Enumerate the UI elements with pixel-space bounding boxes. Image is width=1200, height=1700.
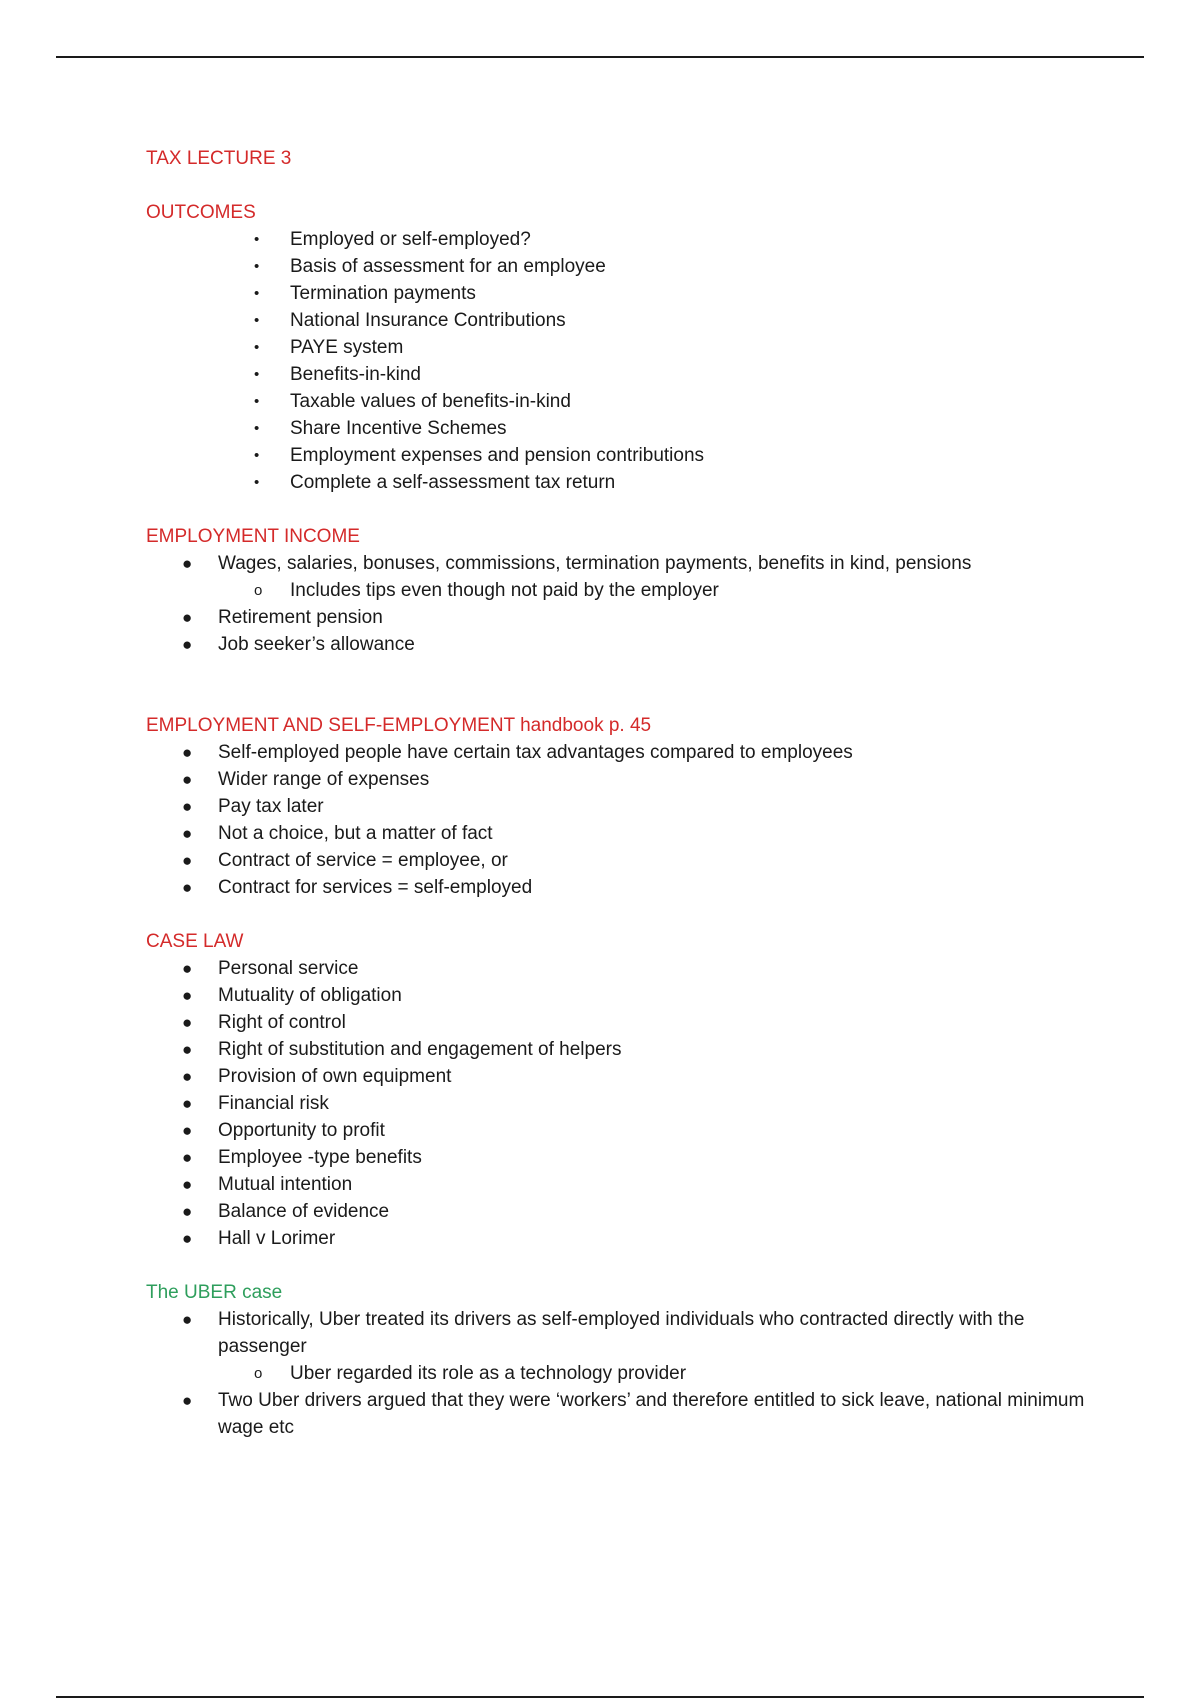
spacer <box>146 1252 1086 1279</box>
list-item-text: PAYE system <box>290 337 404 358</box>
list-item <box>146 253 1086 280</box>
bullet-icon: ● <box>182 1310 193 1329</box>
sub-list-item-text: Uber regarded its role as a technology provider <box>290 1363 687 1384</box>
bullet-icon: ● <box>182 743 193 762</box>
list-item-text: Right of substitution and engagement of helpers <box>218 1039 622 1060</box>
list-item <box>146 1306 1086 1387</box>
list-item <box>146 982 1086 1009</box>
bullet-icon: • <box>254 420 260 437</box>
list-item <box>146 1144 1086 1171</box>
list-item-text: Termination payments <box>290 283 476 304</box>
bullet-icon: ● <box>182 851 193 870</box>
list-item <box>146 955 1086 982</box>
employment-income-heading: EMPLOYMENT INCOME <box>146 526 360 547</box>
list-item-text: Opportunity to profit <box>218 1120 385 1141</box>
list-item <box>146 631 1086 658</box>
list-item <box>146 280 1086 307</box>
employment-income-list <box>146 550 1086 658</box>
bullet-icon: • <box>254 447 260 464</box>
list-item-text: Employee -type benefits <box>218 1147 422 1168</box>
list-item <box>146 1036 1086 1063</box>
bullet-icon: ● <box>182 986 193 1005</box>
list-item-text: Balance of evidence <box>218 1201 390 1222</box>
list-item-text: Share Incentive Schemes <box>290 418 507 439</box>
list-item <box>146 442 1086 469</box>
employment-self-heading: EMPLOYMENT AND SELF-EMPLOYMENT handbook p. 45 <box>146 715 652 736</box>
bottom-rule <box>56 1696 1144 1698</box>
bullet-icon: ● <box>182 554 193 573</box>
list-item <box>146 1117 1086 1144</box>
list-item <box>146 739 1086 766</box>
uber-case-list <box>146 1306 1086 1441</box>
bullet-icon: ● <box>182 1013 193 1032</box>
bullet-icon: ● <box>182 824 193 843</box>
spacer <box>146 658 1086 712</box>
bullet-icon: ● <box>182 1040 193 1059</box>
sub-list <box>146 577 1086 604</box>
bullet-icon: ● <box>182 878 193 897</box>
list-item <box>146 1225 1086 1252</box>
list-item-text: Complete a self-assessment tax return <box>290 472 616 493</box>
list-item <box>146 1198 1086 1225</box>
list-item-text: Contract for services = self-employed <box>218 877 533 898</box>
bullet-icon: ● <box>182 959 193 978</box>
list-item-text: Wider range of expenses <box>218 769 430 790</box>
sub-list-item <box>218 1360 1086 1387</box>
bullet-icon: ● <box>182 1229 193 1248</box>
list-item-text: Mutual intention <box>218 1174 353 1195</box>
spacer <box>146 172 1086 199</box>
spacer <box>146 496 1086 523</box>
sub-list-item <box>218 577 1086 604</box>
bullet-icon: ● <box>182 1121 193 1140</box>
document-title: TAX LECTURE 3 <box>146 148 292 169</box>
bullet-icon: ● <box>182 1391 193 1410</box>
outcomes-heading: OUTCOMES <box>146 202 256 223</box>
case-law-list <box>146 955 1086 1252</box>
outcomes-list <box>146 226 1086 496</box>
bullet-icon: ● <box>182 1148 193 1167</box>
bullet-icon: ● <box>182 1202 193 1221</box>
bullet-icon: ● <box>182 608 193 627</box>
top-rule <box>56 56 1144 58</box>
bullet-icon: • <box>254 393 260 410</box>
list-item-text: Wages, salaries, bonuses, commissions, termination payments, benefits in kind, pensions <box>218 553 972 574</box>
list-item <box>146 361 1086 388</box>
bullet-icon: • <box>254 312 260 329</box>
list-item-text: Hall v Lorimer <box>218 1228 336 1249</box>
list-item-text: Two Uber drivers argued that they were ‘workers’ and therefore entitled to sick leave, national minimum wage etc <box>218 1390 1085 1438</box>
list-item-text: Employment expenses and pension contributions <box>290 445 705 466</box>
bullet-icon: • <box>254 231 260 248</box>
sub-bullet-icon: o <box>254 582 263 599</box>
list-item <box>146 415 1086 442</box>
list-item-text: National Insurance Contributions <box>290 310 566 331</box>
list-item-text: Provision of own equipment <box>218 1066 452 1087</box>
bullet-icon: • <box>254 285 260 302</box>
list-item-text: Personal service <box>218 958 359 979</box>
list-item <box>146 1387 1086 1441</box>
list-item-text: Basis of assessment for an employee <box>290 256 606 277</box>
bullet-icon: ● <box>182 1094 193 1113</box>
bullet-icon: • <box>254 366 260 383</box>
bullet-icon: ● <box>182 1175 193 1194</box>
list-item-text: Contract of service = employee, or <box>218 850 508 871</box>
sub-list-item-text: Includes tips even though not paid by the employer <box>290 580 719 601</box>
list-item-text: Historically, Uber treated its drivers as self-employed individuals who contracted directly with the passenger <box>218 1309 1025 1357</box>
list-item <box>146 1090 1086 1117</box>
sub-bullet-icon: o <box>254 1365 263 1382</box>
list-item-text: Right of control <box>218 1012 346 1033</box>
sub-list <box>146 1360 1086 1387</box>
case-law-heading: CASE LAW <box>146 931 244 952</box>
list-item-text: Benefits-in-kind <box>290 364 421 385</box>
list-item <box>146 226 1086 253</box>
bullet-icon: ● <box>182 635 193 654</box>
list-item <box>146 307 1086 334</box>
list-item-text: Pay tax later <box>218 796 324 817</box>
list-item <box>146 847 1086 874</box>
list-item-text: Employed or self-employed? <box>290 229 531 250</box>
list-item-text: Retirement pension <box>218 607 383 628</box>
list-item <box>146 469 1086 496</box>
list-item-text: Job seeker’s allowance <box>218 634 415 655</box>
list-item <box>146 334 1086 361</box>
bullet-icon: • <box>254 474 260 491</box>
bullet-icon: • <box>254 339 260 356</box>
list-item <box>146 1009 1086 1036</box>
list-item-text: Self-employed people have certain tax advantages compared to employees <box>218 742 853 763</box>
uber-case-heading: The UBER case <box>146 1282 283 1303</box>
list-item <box>146 1171 1086 1198</box>
list-item <box>146 874 1086 901</box>
bullet-icon: • <box>254 258 260 275</box>
list-item-text: Not a choice, but a matter of fact <box>218 823 493 844</box>
list-item <box>146 820 1086 847</box>
list-item <box>146 766 1086 793</box>
list-item <box>146 388 1086 415</box>
employment-self-list <box>146 739 1086 901</box>
list-item <box>146 604 1086 631</box>
list-item-text: Taxable values of benefits-in-kind <box>290 391 571 412</box>
list-item-text: Financial risk <box>218 1093 329 1114</box>
document-body <box>146 145 1086 1441</box>
bullet-icon: ● <box>182 797 193 816</box>
bullet-icon: ● <box>182 1067 193 1086</box>
bullet-icon: ● <box>182 770 193 789</box>
spacer <box>146 901 1086 928</box>
list-item <box>146 1063 1086 1090</box>
list-item <box>146 550 1086 604</box>
list-item <box>146 793 1086 820</box>
list-item-text: Mutuality of obligation <box>218 985 402 1006</box>
